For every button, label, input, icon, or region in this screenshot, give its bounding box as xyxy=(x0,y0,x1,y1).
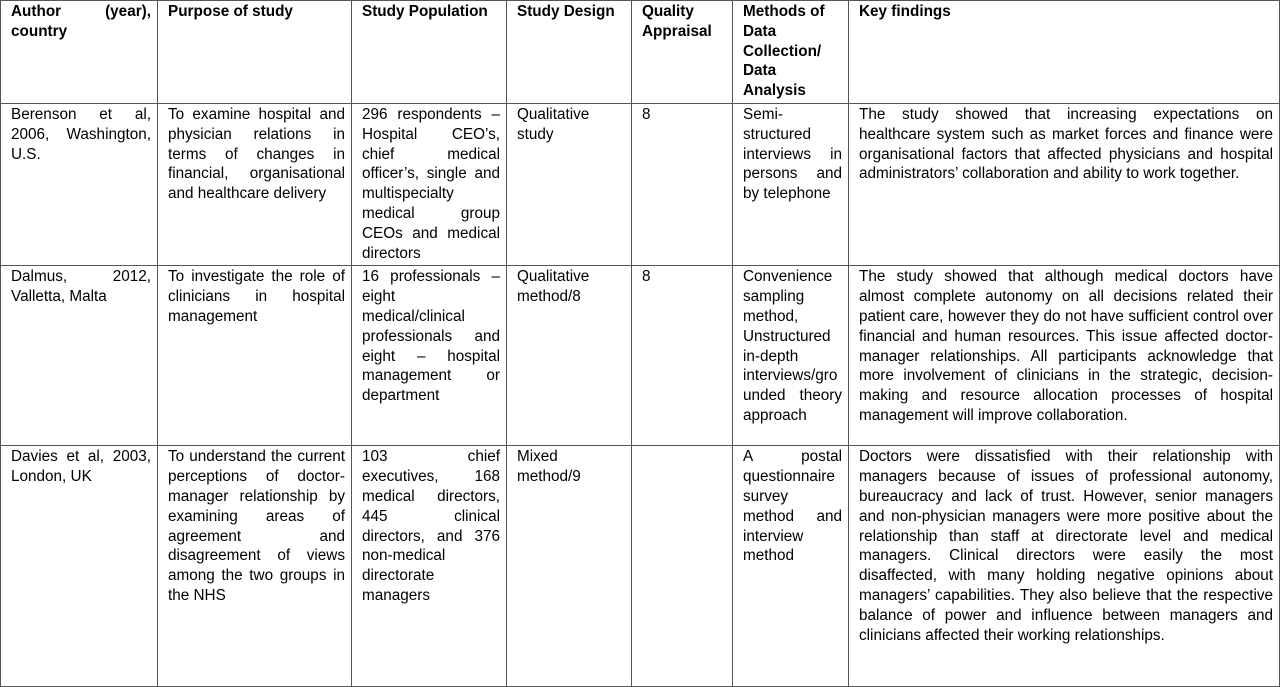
header-quality: Quality Appraisal xyxy=(632,1,733,104)
cell-design: Qualitative study xyxy=(507,103,632,265)
cell-findings: The study showed that although medical doctors have almost complete autonomy on all decisions related their patient care, however they do not have sufficient control over financial and human resources. This issue affected doctor-manager relationships. All participants acknowledge that more involvement of clinicians in the strategic, decision-making and resource allocation processes of hospital management will improve collaboration. xyxy=(849,266,1280,446)
table-row xyxy=(1,266,1280,446)
header-methods: Methods of Data Collection/ Data Analysis xyxy=(733,1,849,104)
cell-methods: Semi-structured interviews in persons and by telephone xyxy=(733,103,849,265)
cell-population: 103 chief executives, 168 medical directors, 445 clinical directors, and 376 non-medical directorate managers xyxy=(352,446,507,687)
cell-purpose: To investigate the role of clinicians in hospital management xyxy=(158,266,352,446)
cell-quality: 8 xyxy=(632,103,733,265)
cell-design: Mixed method/9 xyxy=(507,446,632,687)
header-population: Study Population xyxy=(352,1,507,104)
cell-design: Qualitative method/8 xyxy=(507,266,632,446)
header-findings: Key findings xyxy=(849,1,1280,104)
header-purpose: Purpose of study xyxy=(158,1,352,104)
cell-population: 16 professionals – eight medical/clinical professionals and eight – hospital management or department xyxy=(352,266,507,446)
cell-author: Berenson et al, 2006, Washington, U.S. xyxy=(1,103,158,265)
cell-purpose: To examine hospital and physician relations in terms of changes in financial, organisational and healthcare delivery xyxy=(158,103,352,265)
cell-quality xyxy=(632,446,733,687)
cell-author: Davies et al, 2003, London, UK xyxy=(1,446,158,687)
header-author: Author (year), country xyxy=(1,1,158,104)
table-header-row xyxy=(1,1,1280,104)
cell-findings: The study showed that increasing expectations on healthcare system such as market forces and finance were organisational factors that affected physicians and hospital administrators’ collaboration and ability to work together. xyxy=(849,103,1280,265)
header-design: Study Design xyxy=(507,1,632,104)
cell-population: 296 respondents – Hospital CEO’s, chief medical officer’s, single and multispecialty medical group CEOs and medical directors xyxy=(352,103,507,265)
cell-author: Dalmus, 2012, Valletta, Malta xyxy=(1,266,158,446)
cell-methods: A postal questionnaire survey method and interview method xyxy=(733,446,849,687)
table-row xyxy=(1,446,1280,687)
cell-purpose: To understand the current perceptions of doctor-manager relationship by examining areas of agreement and disagreement of views among the two groups in the NHS xyxy=(158,446,352,687)
cell-quality: 8 xyxy=(632,266,733,446)
cell-findings: Doctors were dissatisfied with their relationship with managers because of issues of professional autonomy, bureaucracy and lack of trust. However, senior managers and non-physician managers were more positive about the relationship than staff at directorate level and medical managers. Clinical directors were easily the most disaffected, with many holding negative opinions about managers’ capabilities. They also believe that the respective balance of power and influence between managers and clinicians affected their working relationships. xyxy=(849,446,1280,687)
cell-methods: Convenience sampling method, Unstructured in-depth interviews/grounded theory approach xyxy=(733,266,849,446)
table-row xyxy=(1,103,1280,265)
